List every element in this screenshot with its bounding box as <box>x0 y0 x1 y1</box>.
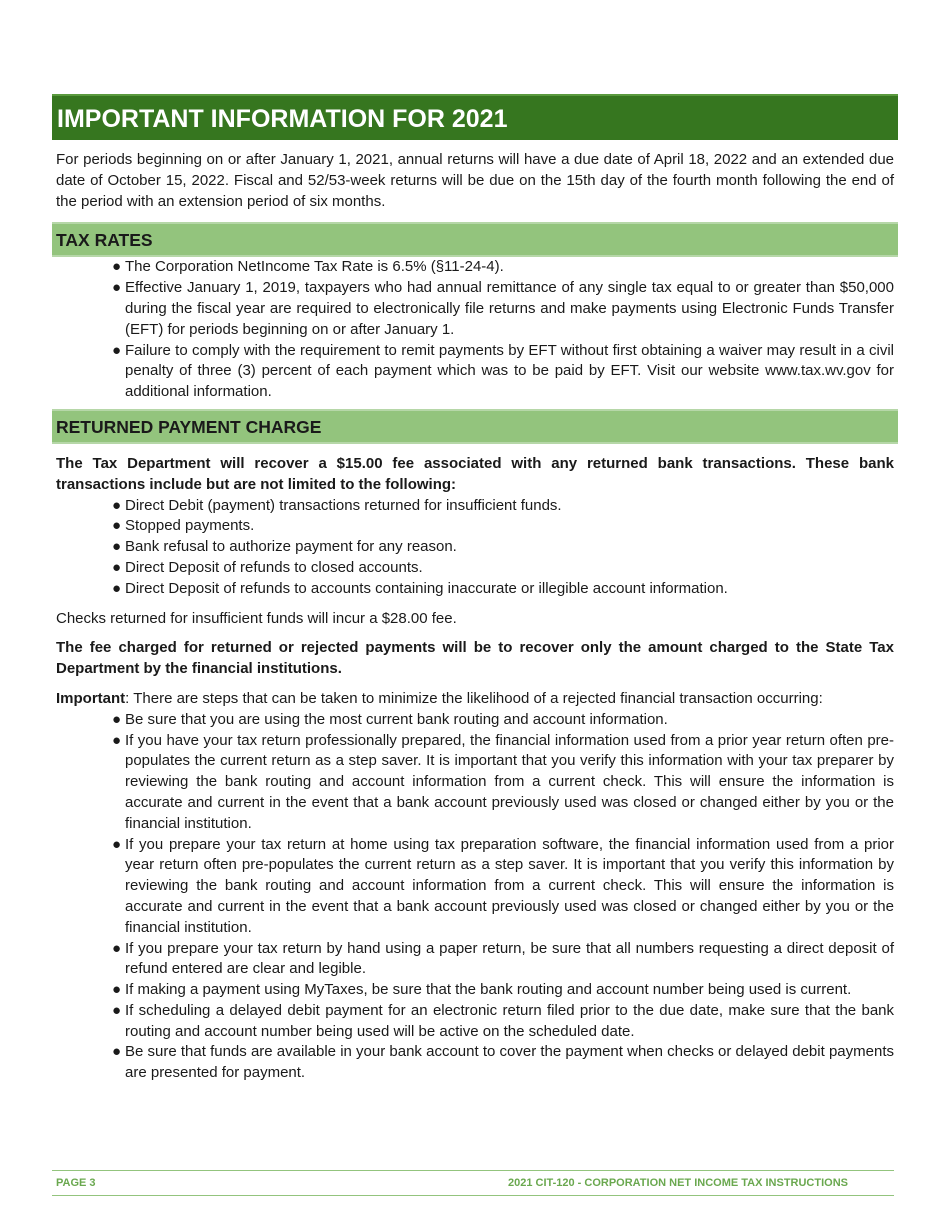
list-item: ● Be sure that funds are available in your bank account to cover the payment when checks or delayed debit payments are presented for payment. <box>112 1043 894 1082</box>
bullet-icon: ● <box>112 835 122 853</box>
tax-rates-heading: TAX RATES <box>52 222 898 257</box>
bullet-icon: ● <box>112 496 122 514</box>
list-item: ● Stopped payments. <box>112 516 894 537</box>
list-item: ● Effective January 1, 2019, taxpayers who had annual remittance of any single tax equal to or greater than $50,000 during the fiscal year are required to electronically file returns and make payments using Electronic Funds Transfer (EFT) for periods beginning on or after January 1. <box>112 279 894 338</box>
list-item: ● If scheduling a delayed debit payment for an electronic return filed prior to the due date, make sure that the bank routing and account number being used will be active on the scheduled date. <box>112 1001 894 1040</box>
returned-transactions-list <box>52 496 898 600</box>
returned-payment-heading: RETURNED PAYMENT CHARGE <box>52 409 898 444</box>
list-item: ● The Corporation NetIncome Tax Rate is 6.5% (§11-24-4). <box>112 257 894 278</box>
important-note <box>52 689 898 710</box>
list-item: ● Bank refusal to authorize payment for any reason. <box>112 537 894 558</box>
page-title-banner: IMPORTANT INFORMATION FOR 2021 <box>52 94 898 140</box>
checks-fee-note: Checks returned for insufficient funds will incur a $28.00 fee. <box>56 609 457 627</box>
list-item: ● If making a payment using MyTaxes, be sure that the bank routing and account number being used is current. <box>112 980 894 1001</box>
bullet-icon: ● <box>112 939 122 957</box>
bullet-icon: ● <box>112 981 122 999</box>
page-number: PAGE 3 <box>56 1177 96 1189</box>
fee-recovery-note: The fee charged for returned or rejected payments will be to recover only the amount charged to the State Tax Department by the financial institutions. <box>56 639 894 678</box>
bullet-icon: ● <box>112 538 122 556</box>
bullet-icon: ● <box>112 558 122 576</box>
tax-rates-list <box>52 257 898 403</box>
bullet-icon: ● <box>112 579 122 597</box>
list-item: ● Direct Deposit of refunds to closed accounts. <box>112 558 894 579</box>
bullet-icon: ● <box>112 1043 122 1061</box>
returned-fee-lead: The Tax Department will recover a $15.00 fee associated with any returned bank transactions. These bank transactions include but are not limited to the following: <box>56 454 894 493</box>
document-title: 2021 CIT-120 - CORPORATION NET INCOME TAX INSTRUCTIONS <box>507 1177 848 1189</box>
prevention-steps-list <box>52 710 898 1084</box>
important-label: Important <box>56 689 126 707</box>
document-page <box>52 94 898 1084</box>
page-footer <box>52 1170 894 1196</box>
important-text: : There are steps that can be taken to minimize the likelihood of a rejected financial transaction occurring: <box>125 689 823 707</box>
bullet-icon: ● <box>112 731 122 749</box>
bullet-icon: ● <box>112 341 122 359</box>
list-item: ● If you prepare your tax return by hand using a paper return, be sure that all numbers requesting a direct deposit of refund entered are clear and legible. <box>112 939 894 978</box>
bullet-icon: ● <box>112 258 122 276</box>
bullet-icon: ● <box>112 279 122 297</box>
list-item: ● Direct Debit (payment) transactions returned for insufficient funds. <box>112 496 894 517</box>
list-item: ● Failure to comply with the requirement to remit payments by EFT without first obtaining a waiver may result in a civil penalty of three (3) percent of each payment which was to be paid by EFT. Visit our website www.tax.wv.gov for additional information. <box>112 341 894 401</box>
list-item: ● If you prepare your tax return at home using tax preparation software, the financial information used from a prior year return often pre-populates the current return as a step saver. It is important that you verify this information by reviewing the bank routing and account information from a current check. This will ensure the information is accurate and current in the event that a bank account previously used was closed or changed either by you or the financial institution. <box>112 835 894 936</box>
intro-paragraph: For periods beginning on or after January 1, 2021, annual returns will have a due date of April 18, 2022 and an extended due date of October 15, 2022. Fiscal and 52/53-week returns will be due on the 15th day of the fourth month following the end of the period with an extension period of six months. <box>56 151 894 210</box>
list-item: ● Be sure that you are using the most current bank routing and account information. <box>112 710 894 731</box>
bullet-icon: ● <box>112 710 122 728</box>
list-item: ● If you have your tax return professionally prepared, the financial information used from a prior year return often pre-populates the current return as a step saver. It is important that you verify this information with your tax preparer by reviewing the bank routing and account information from a current check. This will ensure the information is accurate and current in the event that a bank account previously used was closed or changed either by you or the financial institution. <box>112 731 894 832</box>
list-item: ● Direct Deposit of refunds to accounts containing inaccurate or illegible account information. <box>112 579 894 600</box>
bullet-icon: ● <box>112 517 122 535</box>
bullet-icon: ● <box>112 1001 122 1019</box>
